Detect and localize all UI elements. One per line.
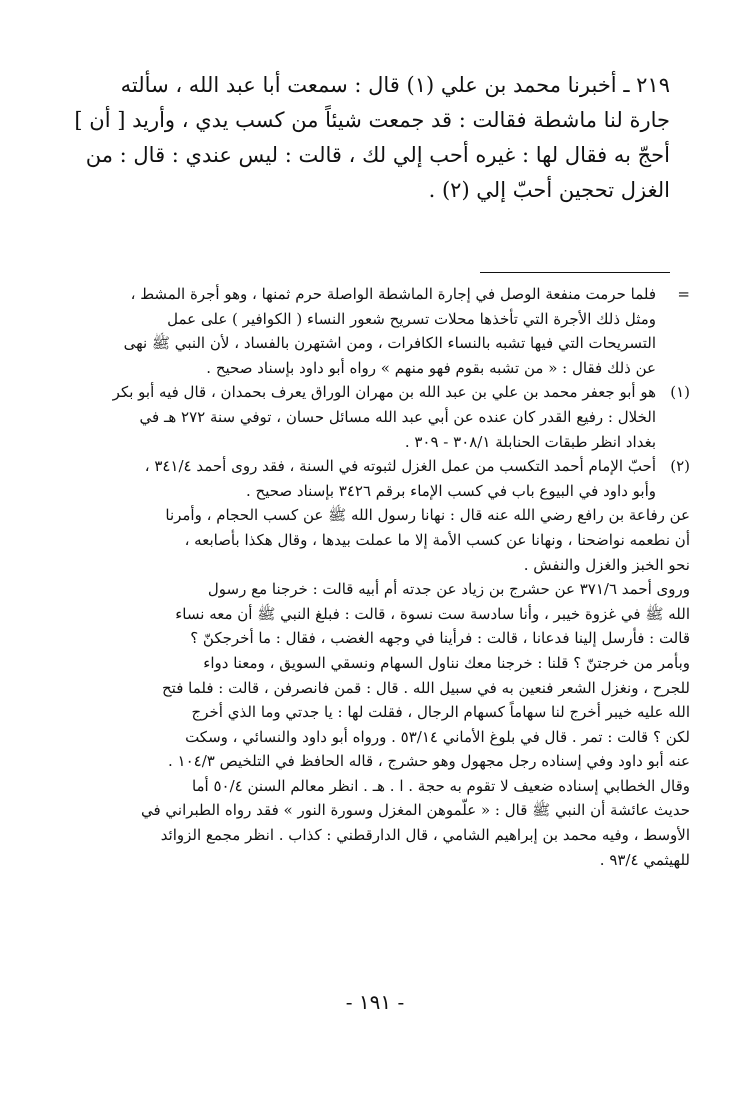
footnote-mark: =: [677, 285, 690, 303]
page-number: - ١٩١ -: [345, 990, 405, 1014]
footnote-1: [62, 380, 690, 454]
footnote-line: أحبّ الإمام أحمد التكسب من عمل الغزل لثبوته في السنة ، فقد روى أحمد ٣٤١/٤ ،: [144, 457, 656, 476]
footnote-line: فلما حرمت منفعة الوصل في إجارة الماشطة الواصلة حرم ثمنها ، وهو أجرة المشط ،: [130, 285, 656, 303]
footnote-paragraph: [62, 577, 690, 774]
main-text-line: ٢١٩ ـ أخبرنا محمد بن علي (١) قال : سمعت أبا عبد الله ، سألته: [120, 73, 670, 97]
main-text-line: أحجّ به فقال لها : غيره أحب إلي لك ، قالت : ليس عندي : قال : من: [85, 143, 670, 167]
footnote-line: لكن ؟ قالت : تمر . قال في بلوغ الأماني ٥٣/١٤ . ورواه أبو داود والنسائي ، وسكت: [185, 727, 690, 746]
footnote-line: للجرح ، ونغزل الشعر فنعين به في سبيل الله . قال : قمن فانصرفن ، قالت : فلما فتح: [161, 678, 690, 697]
footnote-line: وقال الخطابي إسناده ضعيف لا تقوم به حجة . ا . هـ . انظر معالم السنن ٥٠/٤ أما: [191, 776, 690, 795]
footnote-line: وبأمر من خرجتنّ ؟ قلنا : خرجنا معك نناول السهام ونسقي السويق ، ومعنا دواء: [203, 653, 690, 672]
footnote-line: هو أبو جعفر محمد بن علي بن عبد الله بن مهران الوراق يعرف بحمدان ، قال فيه أبو بكر: [112, 383, 656, 402]
footnote-separator: [480, 272, 670, 273]
footnote-line: وروى أحمد ٣٧١/٦ عن حشرج بن زياد عن جدته أم أبيه قالت : خرجنا مع رسول: [207, 580, 690, 599]
footnote-paragraph: [62, 503, 690, 577]
main-text-line: الغزل تحجين أحبّ إلي (٢) .: [428, 178, 670, 202]
footnote-continuation: [62, 282, 690, 380]
footnote-line: بغداد انظر طبقات الحنابلة ٣٠٨/١ - ٣٠٩ .: [404, 432, 656, 451]
footnote-paragraph: [62, 774, 690, 872]
footnote-line: ومثل ذلك الأجرة التي تأخذها محلات تسريح شعور النساء ( الكوافير ) على عمل: [167, 309, 656, 328]
footnote-mark: (٢): [670, 457, 690, 476]
footnote-line: الخلال : رفيع القدر كان عنده عن أبي عبد الله مسائل حسان ، توفي سنة ٢٧٢ هـ في: [139, 407, 656, 426]
main-text: [70, 68, 670, 208]
footnote-line: الله عليه خيبر أخرج لنا سهاماً كسهام الرجال ، فقلت لها : يا جدتي وما الذي أخرج: [191, 703, 690, 722]
footnote-line: نحو الخبز والغزل والنفش .: [523, 555, 690, 574]
footnote-line: حديث عائشة أن النبي ﷺ قال : « علّموهن المغزل وسورة النور » فقد رواه الطبراني في: [140, 801, 690, 820]
footnote-line: التسريحات التي فيها تشبه بالنساء الكافرات ، ومن اشتهرن بالفساد ، لأن النبي ﷺ نهى: [123, 334, 656, 353]
footnote-line: للهيثمي ٩٣/٤ .: [599, 850, 690, 869]
footnote-mark: (١): [670, 383, 690, 402]
footnote-line: الله ﷺ في غزوة خيبر ، وأنا سادسة ست نسوة ، قالت : فبلغ النبي ﷺ أن معه نساء: [175, 604, 690, 623]
footnotes: [62, 282, 690, 872]
main-text-line: جارة لنا ماشطة فقالت : قد جمعت شيئاً من كسب يدي ، وأريد [ أن ]: [74, 108, 670, 132]
footnote-line: وأبو داود في البيوع باب في كسب الإماء برقم ٣٤٢٦ بإسناد صحيح .: [246, 481, 656, 500]
footnote-line: عنه أبو داود وفي إسناده رجل مجهول وهو حشرج ، قاله الحافظ في التلخيص ١٠٤/٣ .: [167, 752, 690, 771]
footnote-line: قالت : فأرسل إلينا فدعانا ، قالت : فرأينا في وجهه الغضب ، فقال : ما أخرجكنّ ؟: [190, 629, 690, 648]
footnote-line: أن نطعمه نواضحنا ، ونهانا عن كسب الأمة إلا ما عملت بيدها ، وقال هكذا بأصابعه ،: [184, 530, 690, 549]
footnote-2: [62, 454, 690, 503]
footnote-line: الأوسط ، وفيه محمد بن إبراهيم الشامي ، قال الدارقطني : كذاب . انظر مجمع الزوائد: [160, 826, 690, 845]
footnote-line: عن ذلك فقال : « من تشبه بقوم فهو منهم » رواه أبو داود بإسناد صحيح .: [206, 358, 656, 377]
footnote-line: عن رفاعة بن رافع رضي الله عنه قال : نهانا رسول الله ﷺ عن كسب الحجام ، وأمرنا: [165, 506, 690, 525]
